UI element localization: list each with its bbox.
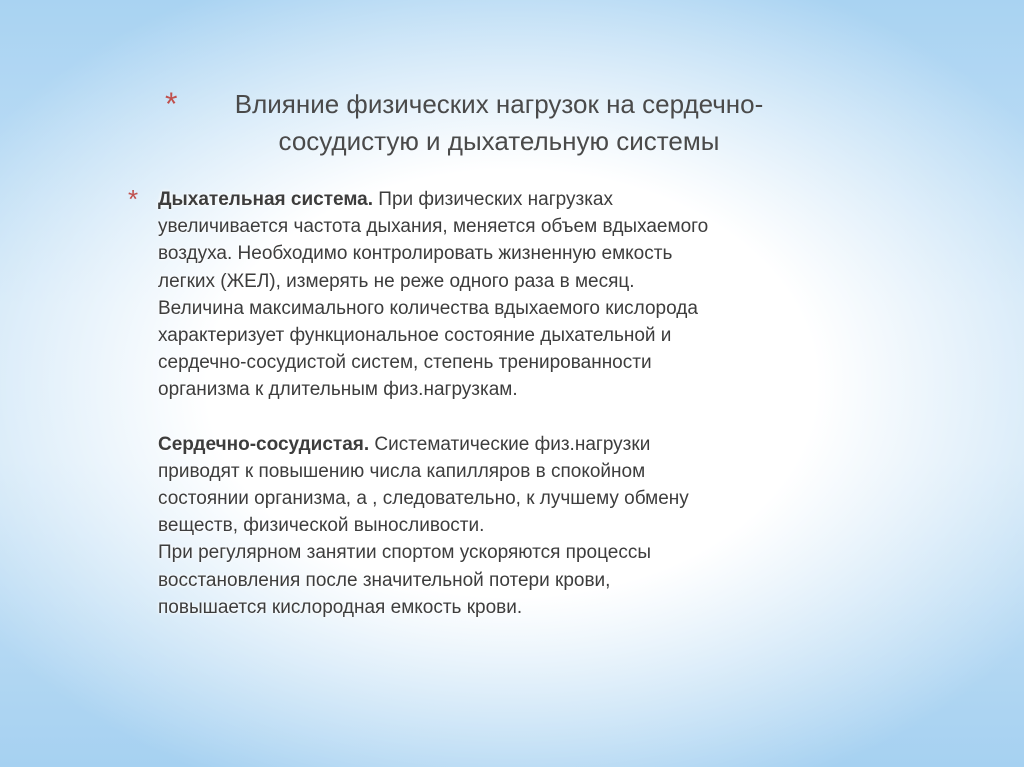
content-text	[158, 186, 838, 621]
respiratory-heading: Дыхательная система.	[158, 189, 374, 210]
paragraph-gap	[158, 404, 838, 431]
cardio-paragraph	[158, 431, 838, 540]
respiratory-text: При физических нагрузках увеличивается частота дыхания, меняется объем вдыхаемого воздуха. Необходимо контролировать жизненную емкость легких (ЖЕЛ), измерять не реже одного раза в месяц. Величина максимального количества вдыхаемого кислорода характеризует функциональное состояние дыхательной и сердечно-сосудистой систем, степень тренированности организма к длительным физ.нагрузкам.	[158, 189, 709, 401]
cardio-text: Систематические физ.нагрузки приводят к повышению числа капилляров в спокойном состоянии организма, а , следовательно, к лучшему обмену веществ, физической выносливости.	[158, 433, 689, 537]
title-bullet-icon: *	[165, 86, 178, 122]
sport-paragraph: При регулярном занятии спортом ускоряются процессы восстановления после значительной потери крови, повышается кислородная емкость крови.	[158, 542, 651, 618]
content-bullet-icon: *	[128, 184, 139, 214]
slide-title-block	[165, 86, 865, 160]
respiratory-paragraph	[158, 186, 838, 404]
slide-content-block	[128, 186, 848, 621]
slide-title: Влияние физических нагрузок на сердечно- сосудистую и дыхательную системы	[234, 89, 764, 156]
cardio-heading: Сердечно-сосудистая.	[158, 433, 370, 455]
